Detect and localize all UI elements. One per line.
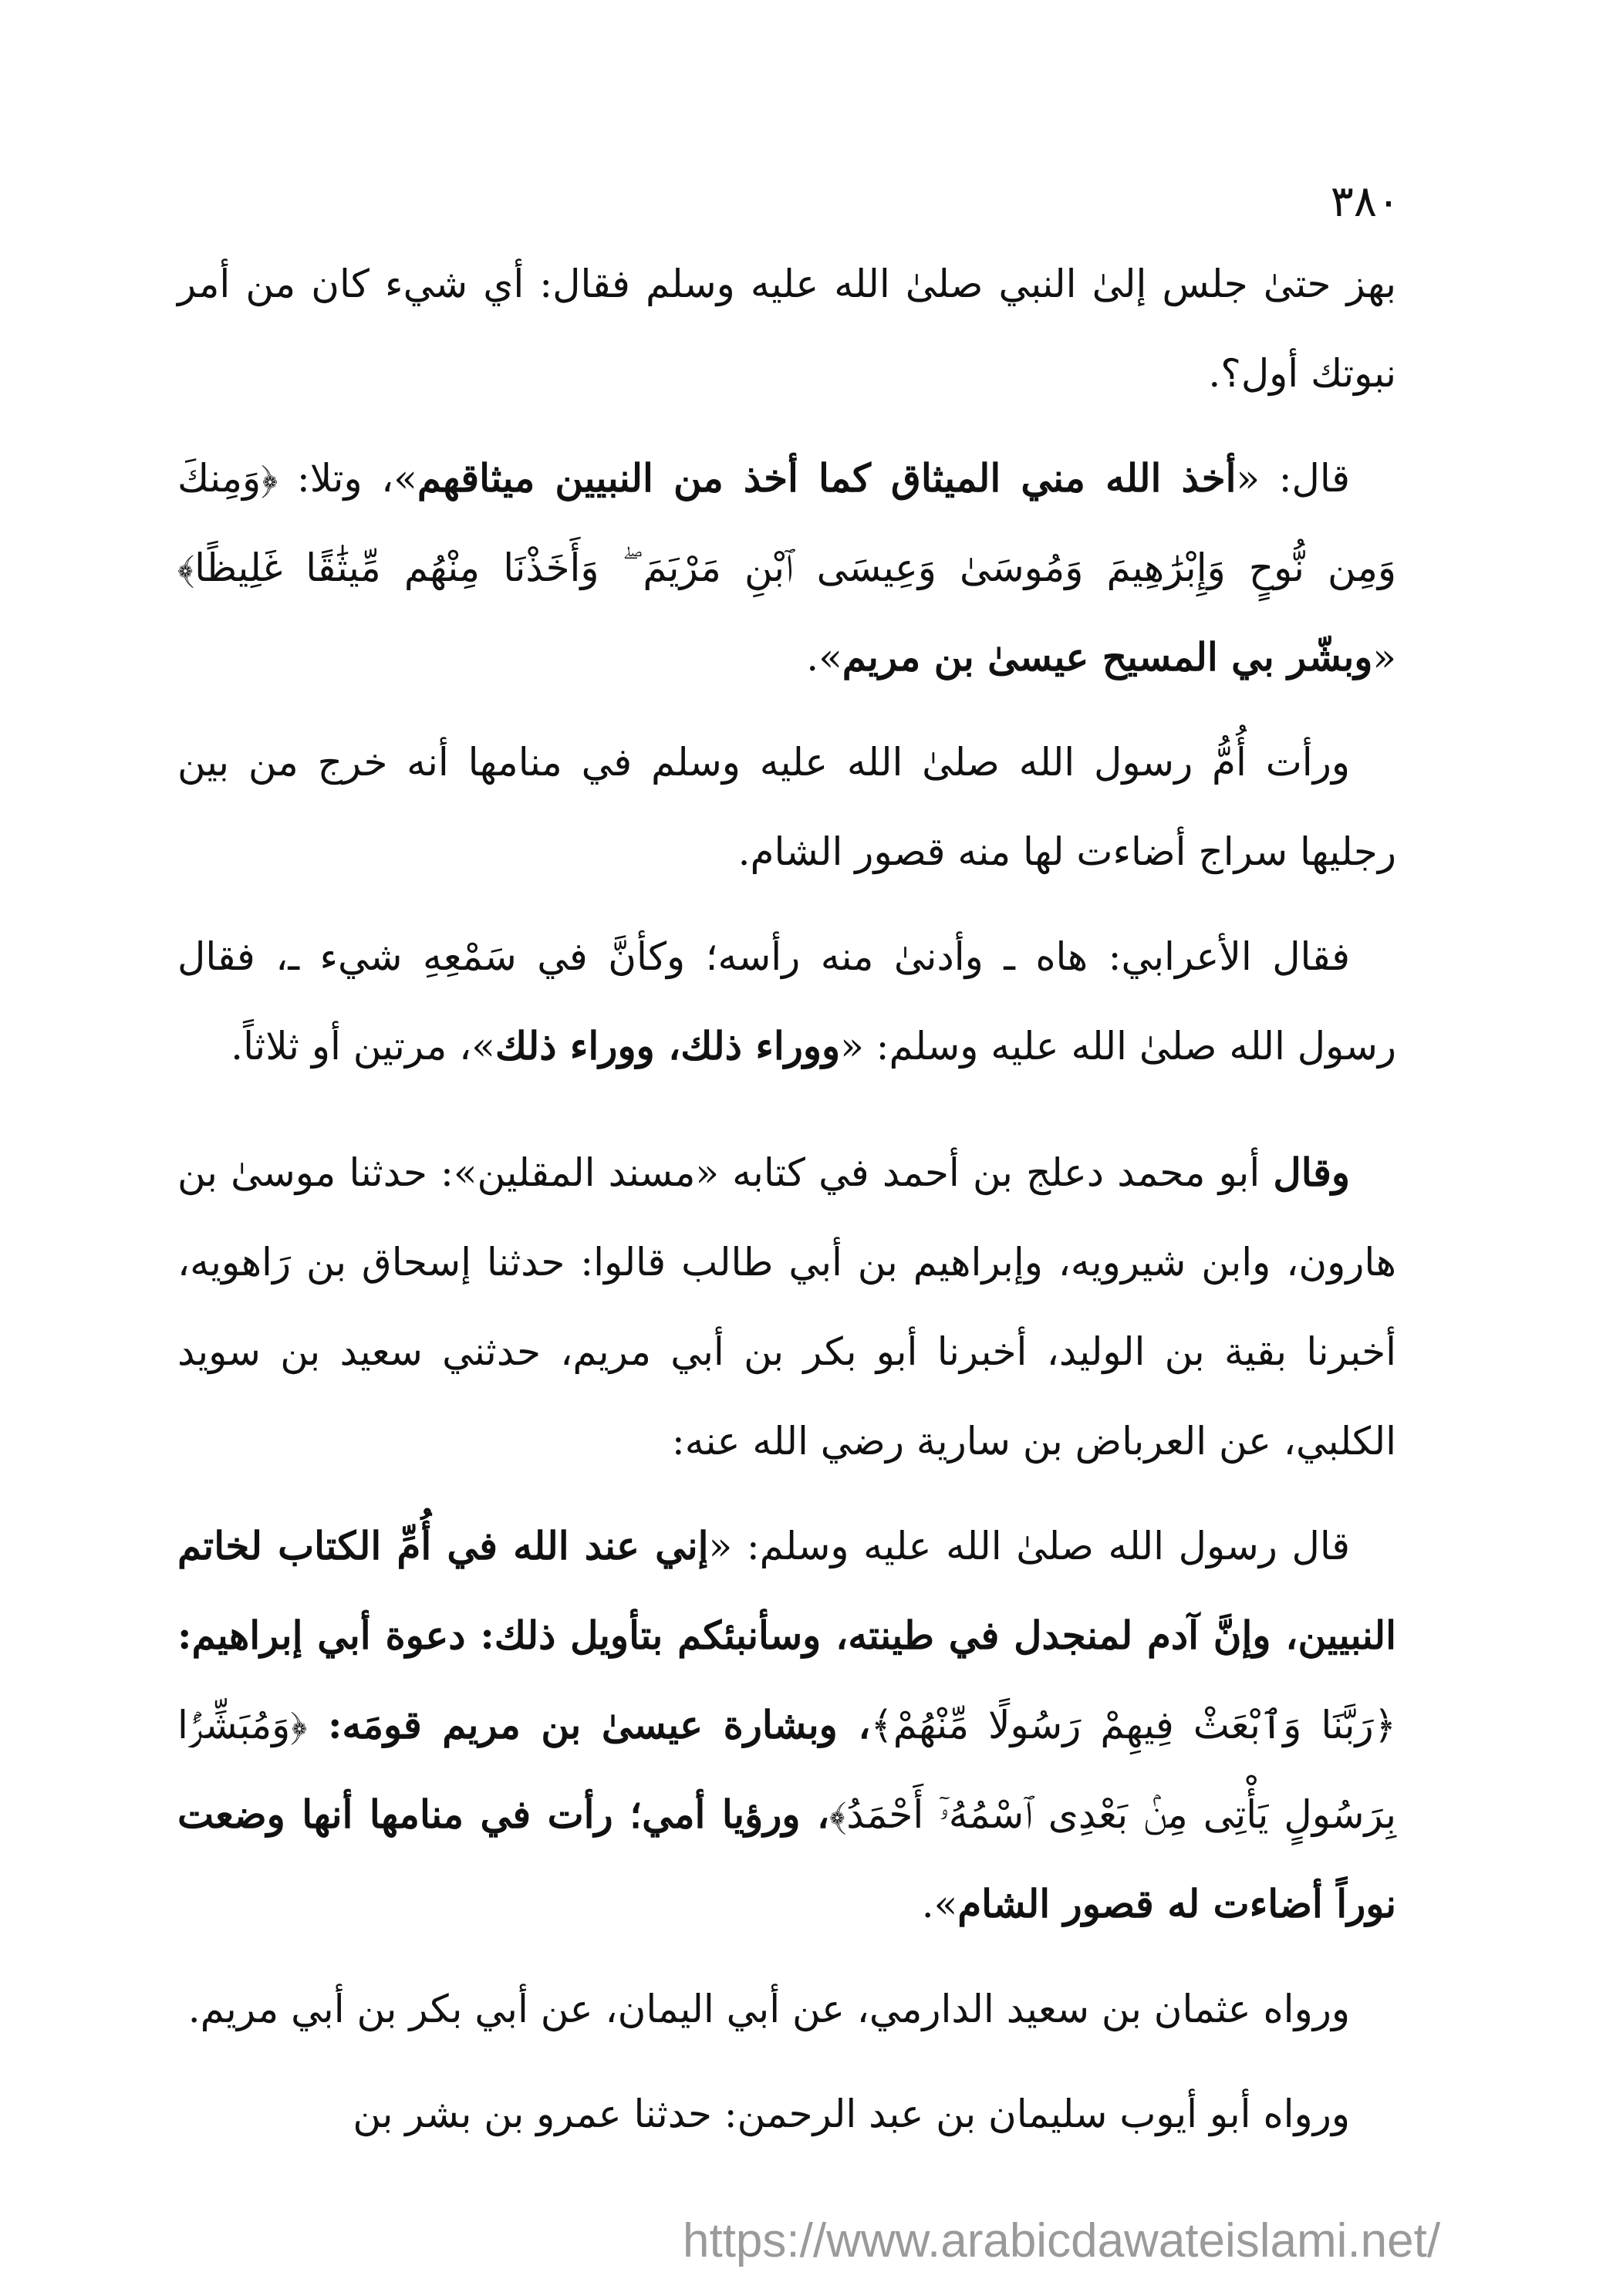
text-run: ». (806, 635, 842, 680)
paragraph-3 (177, 718, 1396, 896)
paragraph-7 (177, 1964, 1396, 2054)
text-run: بهز حتىٰ جلس إلىٰ النبي صلىٰ الله عليه وسلم فقال: أي شيء كان من أمر نبوتك أول؟. (177, 262, 1396, 396)
text-run: ورواه عثمان بن سعيد الدارمي، عن أبي اليمان، عن أبي بكر بن أبي مريم. (187, 1987, 1350, 2031)
quran-verse: »، وتلا: ﴿وَمِنكَ وَمِن نُّوحٍ وَإِبْرَٰهِيمَ وَمُوسَىٰ وَعِيسَى ٱبْنِ مَرْيَمَ ۖ وَأَخَذْنَا مِنْهُم مِّيثَٰقًا غَلِيظًا﴾ « (177, 456, 1396, 680)
paragraph-1 (177, 239, 1396, 418)
text-run: »، مرتين أو ثلاثاً. (231, 1024, 495, 1069)
hadith-quote: ، ورؤيا أمي؛ رأت في منامها أنها وضعت نوراً أضاءت له قصور الشام (177, 1791, 1396, 1926)
paragraph-6 (177, 1501, 1396, 1949)
text-run: أبو محمد دعلج بن أحمد في كتابه «مسند المقلين»: حدثنا موسىٰ بن هارون، وابن شيرويه، وإبراهيم بن أبي طالب قالوا: حدثنا إسحاق بن رَاهويه، أخبرنا بقية بن الوليد، أخبرنا أبو بكر بن أبي مريم، حدثني سعيد بن سويد الكلبي، عن العرباض بن سارية رضي الله عنه: (177, 1150, 1396, 1464)
quran-verse: ﴿رَبَّنَا وَٱبْعَثْ فِيهِمْ رَسُولًا مِّنْهُمْ﴾ (870, 1703, 1397, 1747)
text-run-bold: وقال (1273, 1150, 1350, 1195)
text-run: قال رسول الله صلىٰ الله عليه وسلم: « (708, 1524, 1350, 1568)
quran-verse: ﴿وَمُبَشِّرًۢا بِرَسُولٍ يَأْتِى مِنۢ بَعْدِى ٱسْمُهُۥٓ أَحْمَدُ﴾ (177, 1703, 1396, 1837)
hadith-quote: ، وبشارة عيسىٰ بن مريم قومَه: (307, 1702, 871, 1747)
paragraph-8 (177, 2069, 1396, 2159)
hadith-quote: وبشّر بي المسيح عيسىٰ بن مريم (842, 634, 1373, 680)
text-run: ورأت أُمُّ رسول الله صلىٰ الله عليه وسلم في منامها أنه خرج من بين رجليها سراج أضاءت لها منه قصور الشام. (177, 740, 1396, 874)
body-text (177, 239, 1397, 2136)
hadith-quote: إني عند الله في أُمِّ الكتاب لخاتم النبيين، وإنَّ آدم لمنجدل في طينته، وسأنبئكم بتأويل ذلك: دعوة أبي إبراهيم: (177, 1523, 1396, 1658)
text-run: ». (921, 1882, 958, 1926)
watermark-url: https://www.arabicdawateislami.net/ (683, 2214, 1441, 2267)
text-run: فقال الأعرابي: هاه ـ وأدنىٰ منه رأسه؛ وكأنَّ في سَمْعِهِ شيء ـ، فقال رسول الله صلىٰ الله عليه وسلم: « (177, 934, 1396, 1069)
text-run: قال: « (1236, 456, 1351, 501)
hadith-quote: ووراء ذلك، ووراء ذلك (494, 1023, 841, 1069)
paragraph-5 (177, 1128, 1396, 1486)
paragraph-2 (177, 434, 1396, 702)
paragraph-4 (177, 912, 1396, 1091)
hadith-quote: أخذ الله مني الميثاق كما أخذ من النبيين ميثاقهم (417, 455, 1237, 501)
page-number: ٣٨٠ (1330, 177, 1400, 227)
text-run: ورواه أبو أيوب سليمان بن عبد الرحمن: حدثنا عمرو بن بشر بن (353, 2092, 1350, 2136)
